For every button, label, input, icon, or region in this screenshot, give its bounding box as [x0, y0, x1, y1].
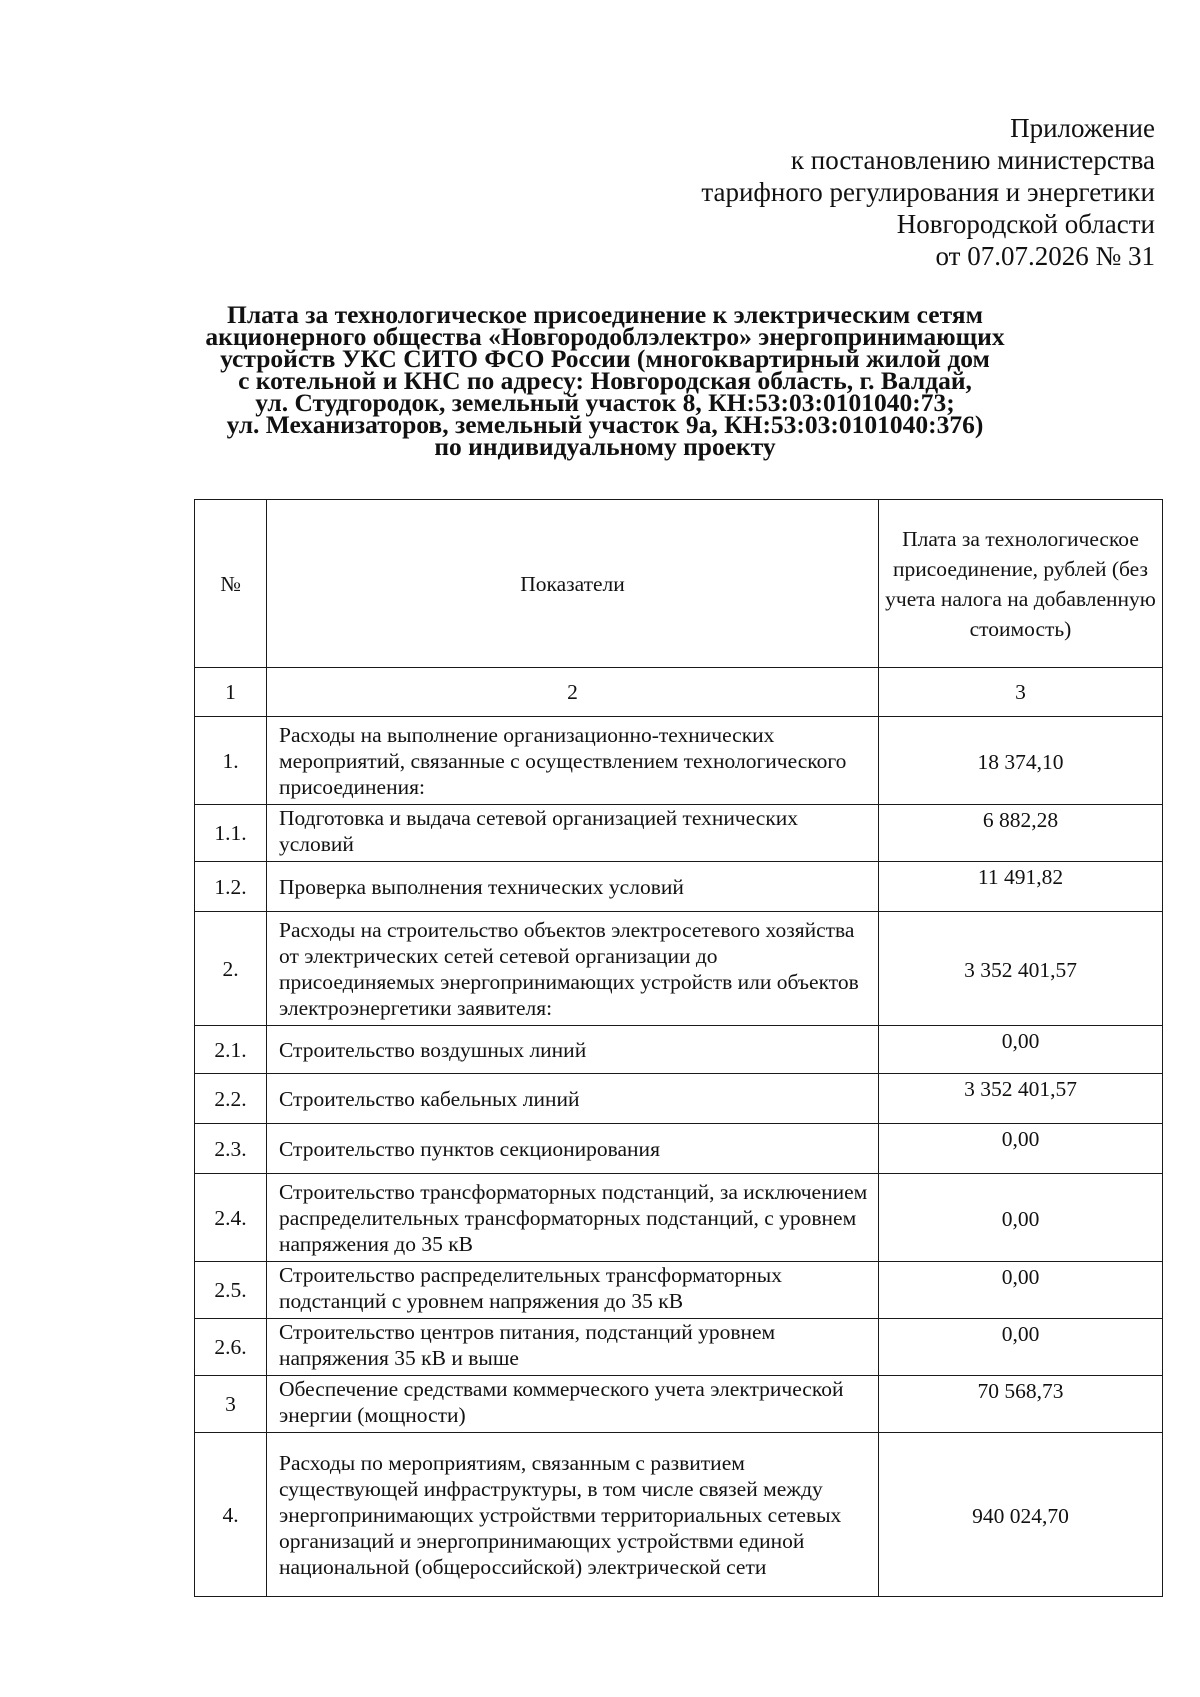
row-num: 2.1. [195, 1026, 267, 1074]
appendix-date-number: от 07.07.2026 № 31 [935, 241, 1155, 271]
row-indicator: Обеспечение средствами коммерческого учета электрической энергии (мощности) [267, 1376, 879, 1433]
appendix-region: Новгородской области [896, 209, 1155, 239]
title-line: по индивидуальному проекту [434, 432, 776, 461]
row-value: 0,00 [879, 1026, 1163, 1074]
table-row [195, 1376, 1163, 1433]
table-row [195, 805, 1163, 862]
row-value: 0,00 [879, 1319, 1163, 1376]
row-indicator: Расходы на выполнение организационно-технических мероприятий, связанные с осуществлением технологического присоединения: [267, 717, 879, 805]
row-value: 0,00 [879, 1262, 1163, 1319]
table-row [195, 1174, 1163, 1262]
row-indicator: Строительство кабельных линий [267, 1074, 879, 1124]
table-header-row [195, 500, 1163, 668]
title-line: ул. Студгородок, земельный участок 8, КН:53:03:0101040:73; [255, 388, 955, 417]
table-row [195, 912, 1163, 1026]
table-row [195, 1074, 1163, 1124]
column-number: 3 [879, 668, 1163, 717]
row-num: 4. [195, 1433, 267, 1597]
appendix-label: Приложение [1010, 113, 1155, 143]
table-row [195, 1433, 1163, 1597]
table-row [195, 1124, 1163, 1174]
row-indicator: Расходы на строительство объектов электросетевого хозяйства от электрических сетей сетевой организации до присоединяемых энергопринимающих устройств или объектов электроэнергетики заявителя: [267, 912, 879, 1026]
appendix-resolution-ref: к постановлению министерства [790, 145, 1155, 175]
row-indicator: Строительство распределительных трансформаторных подстанций с уровнем напряжения до 35 кВ [267, 1262, 879, 1319]
row-value: 11 491,82 [879, 862, 1163, 912]
row-num: 1. [195, 717, 267, 805]
row-indicator: Строительство трансформаторных подстанций, за исключением распределительных трансформаторных подстанций, с уровнем напряжения до 35 кВ [267, 1174, 879, 1262]
column-number-row [195, 668, 1163, 717]
row-value: 6 882,28 [879, 805, 1163, 862]
table-row [195, 862, 1163, 912]
row-num: 2. [195, 912, 267, 1026]
row-value: 0,00 [879, 1174, 1163, 1262]
table-row [195, 1319, 1163, 1376]
title-line: Плата за технологическое присоединение к электрическим сетям [227, 300, 983, 329]
row-value: 70 568,73 [879, 1376, 1163, 1433]
row-value: 3 352 401,57 [879, 1074, 1163, 1124]
row-indicator: Строительство пунктов секционирования [267, 1124, 879, 1174]
row-num: 1.2. [195, 862, 267, 912]
row-num: 2.5. [195, 1262, 267, 1319]
row-value: 18 374,10 [879, 717, 1163, 805]
header-value: Плата за технологическое присоединение, рублей (без учета налога на добавленную стоимость) [879, 500, 1163, 668]
row-value: 3 352 401,57 [879, 912, 1163, 1026]
row-indicator: Проверка выполнения технических условий [267, 862, 879, 912]
table-row [195, 1262, 1163, 1319]
column-number: 1 [195, 668, 267, 717]
table-row [195, 1026, 1163, 1074]
title-line: акционерного общества «Новгородоблэлектро» энергопринимающих [205, 322, 1005, 351]
title-line: ул. Механизаторов, земельный участок 9а, КН:53:03:0101040:376) [226, 410, 984, 439]
row-indicator: Подготовка и выдача сетевой организацией технических условий [267, 805, 879, 862]
row-num: 2.4. [195, 1174, 267, 1262]
document-title [120, 300, 1090, 461]
title-line: устройств УКС СИТО ФСО России (многоквартирный жилой дом [220, 344, 990, 373]
appendix-ministry: тарифного регулирования и энергетики [701, 177, 1155, 207]
appendix-header [701, 112, 1155, 272]
row-num: 1.1. [195, 805, 267, 862]
header-indicator: Показатели [267, 500, 879, 668]
column-number: 2 [267, 668, 879, 717]
row-num: 2.6. [195, 1319, 267, 1376]
row-indicator: Расходы по мероприятиям, связанным с развитием существующей инфраструктуры, в том числе связей между энергопринимающих устройствми территориальных сетевых организаций и энергопринимающих устройствми единой национальной (общероссийской) электрической сети [267, 1433, 879, 1597]
header-num: № [195, 500, 267, 668]
row-value: 0,00 [879, 1124, 1163, 1174]
table-row [195, 717, 1163, 805]
row-indicator: Строительство воздушных линий [267, 1026, 879, 1074]
title-line: с котельной и КНС по адресу: Новгородская область, г. Валдай, [238, 366, 972, 395]
row-indicator: Строительство центров питания, подстанций уровнем напряжения 35 кВ и выше [267, 1319, 879, 1376]
row-num: 3 [195, 1376, 267, 1433]
row-num: 2.3. [195, 1124, 267, 1174]
tariff-table [194, 499, 1163, 1597]
row-num: 2.2. [195, 1074, 267, 1124]
row-value: 940 024,70 [879, 1433, 1163, 1597]
